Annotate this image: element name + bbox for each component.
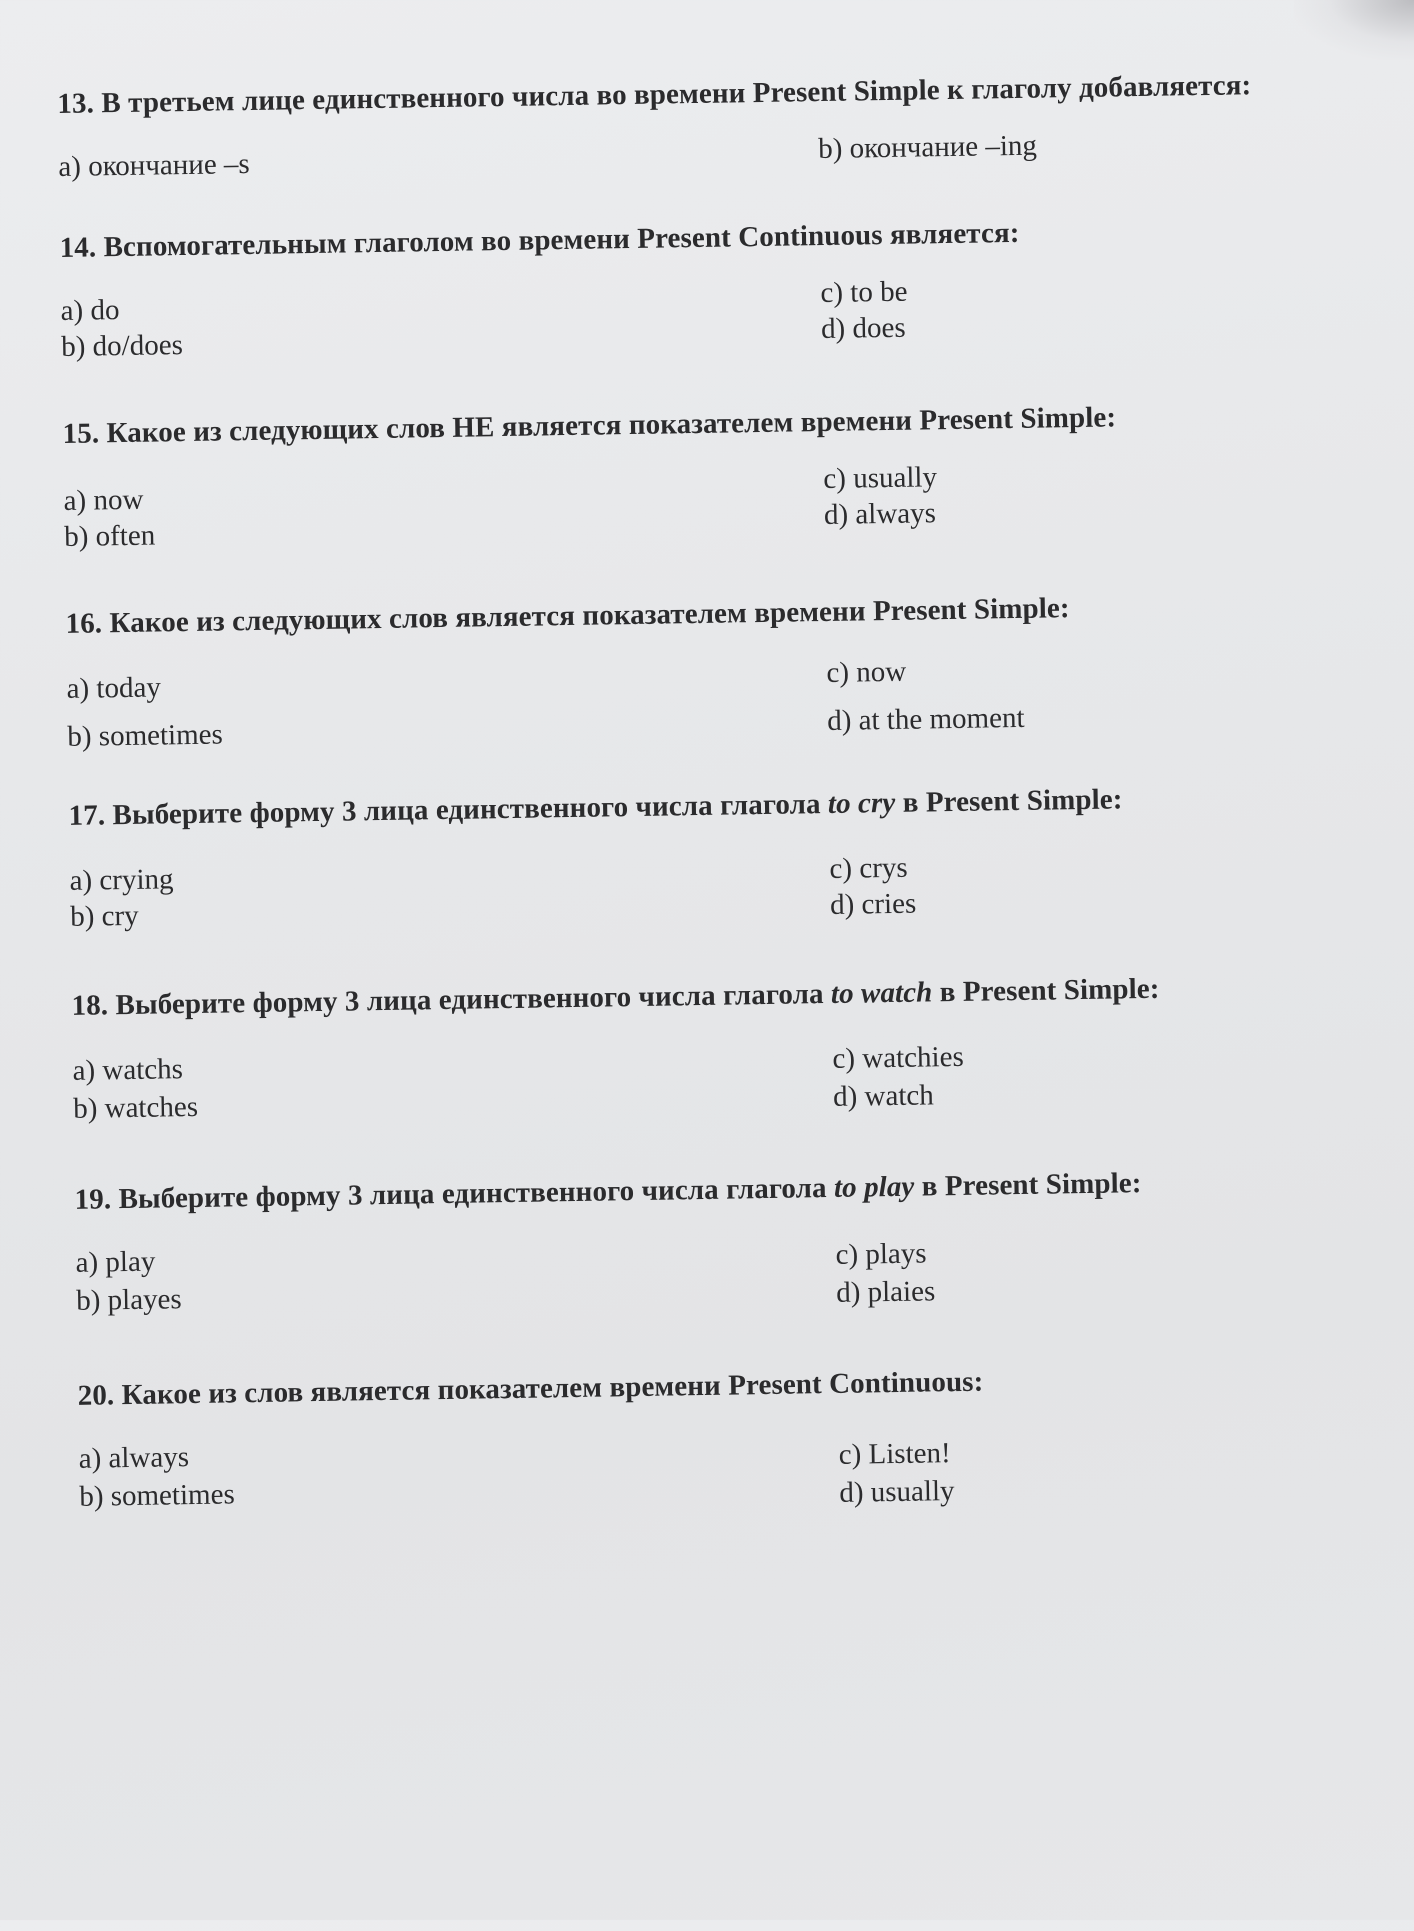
- answer-b: b) often: [63, 519, 156, 553]
- question-text: Выберите форму 3 лица единственного числа глагола: [112, 787, 829, 832]
- question-text: В третьем лице единственного числа во времени Present Simple к глаголу добавляется:: [101, 69, 1252, 120]
- question-number: 19.: [74, 1183, 112, 1216]
- question-number: 15.: [62, 417, 100, 450]
- question-text-end: в Present Simple:: [932, 972, 1160, 1009]
- answer-d: d) cries: [829, 887, 917, 921]
- answer-a: a) now: [63, 483, 144, 517]
- answer-c: c) plays: [835, 1237, 927, 1271]
- answer-options: [63, 455, 1364, 555]
- answer-a: a) watchs: [72, 1053, 184, 1087]
- answer-a: a) окончание –s: [58, 147, 250, 183]
- answer-d: d) plaies: [835, 1275, 936, 1309]
- answer-c: c) now: [826, 655, 907, 689]
- answer-d: d) usually: [839, 1475, 955, 1509]
- question-16: [65, 588, 1367, 765]
- question-number: 17.: [68, 799, 106, 832]
- answer-a: a) always: [78, 1441, 190, 1475]
- question-text-end: в Present Simple:: [895, 783, 1123, 819]
- question-title: [62, 398, 1362, 451]
- question-title: [59, 212, 1359, 265]
- answer-c: c) crys: [829, 851, 908, 885]
- question-text-end: в Present Simple:: [914, 1167, 1142, 1203]
- answer-a: a) do: [60, 294, 120, 327]
- question-title: [77, 1359, 1377, 1412]
- answer-options: [60, 269, 1361, 369]
- answer-b: b) окончание –ing: [817, 129, 1038, 166]
- question-text: Выберите форму 3 лица единственного числа глагола: [118, 1171, 835, 1216]
- answer-c: c) to be: [820, 275, 908, 310]
- answer-b: b) do/does: [60, 329, 184, 363]
- question-text: Вспомогательным глаголом во времени Present Continuous является:: [103, 216, 1020, 264]
- question-title: [71, 969, 1371, 1022]
- question-14: [59, 212, 1361, 369]
- answer-d: d) watch: [832, 1079, 935, 1113]
- question-number: 13.: [57, 87, 95, 120]
- question-verb: to watch: [830, 976, 933, 1010]
- question-verb: to play: [833, 1170, 915, 1204]
- question-19: [74, 1163, 1376, 1320]
- answer-b: b) watches: [72, 1090, 199, 1125]
- question-title: [74, 1163, 1374, 1216]
- question-18: [71, 969, 1373, 1126]
- answer-b: b) playes: [75, 1283, 182, 1317]
- answer-c: c) Listen!: [838, 1437, 951, 1471]
- answer-d: d) at the moment: [826, 701, 1025, 737]
- question-20: [77, 1359, 1379, 1536]
- question-number: 14.: [59, 231, 97, 264]
- question-text: Какое из следующих слов является показателем времени Present Simple:: [109, 592, 1070, 640]
- answer-d: d) does: [820, 311, 906, 346]
- question-title: [68, 779, 1368, 832]
- question-15: [62, 398, 1364, 555]
- answer-options: [58, 125, 1359, 195]
- answer-b: b) sometimes: [67, 718, 224, 753]
- question-text: Выберите форму 3 лица единственного числа глагола: [115, 977, 832, 1022]
- question-17: [68, 779, 1370, 936]
- question-text: Какое из следующих слов НЕ является показателем времени Present Simple:: [106, 401, 1117, 450]
- answer-a: a) crying: [69, 863, 174, 897]
- answer-a: a) play: [75, 1245, 156, 1279]
- answer-d: d) always: [823, 497, 937, 532]
- answer-options: [66, 645, 1367, 765]
- question-verb: to cry: [827, 786, 896, 820]
- answer-b: b) sometimes: [79, 1478, 235, 1513]
- question-number: 16.: [65, 607, 103, 640]
- question-title: [65, 588, 1365, 641]
- answer-options: [78, 1416, 1379, 1536]
- answer-options: [69, 836, 1370, 936]
- answer-a: a) today: [66, 671, 162, 705]
- question-title: [57, 68, 1357, 121]
- answer-c: c) watchies: [832, 1040, 964, 1075]
- question-13: [57, 68, 1359, 195]
- question-number: 20.: [77, 1379, 115, 1412]
- answer-c: c) usually: [823, 461, 938, 496]
- answer-options: [75, 1220, 1376, 1320]
- answer-options: [72, 1026, 1373, 1126]
- question-number: 18.: [71, 989, 109, 1022]
- question-text: Какое из слов является показателем времени Present Continuous:: [121, 1365, 984, 1412]
- answer-b: b) cry: [69, 899, 139, 933]
